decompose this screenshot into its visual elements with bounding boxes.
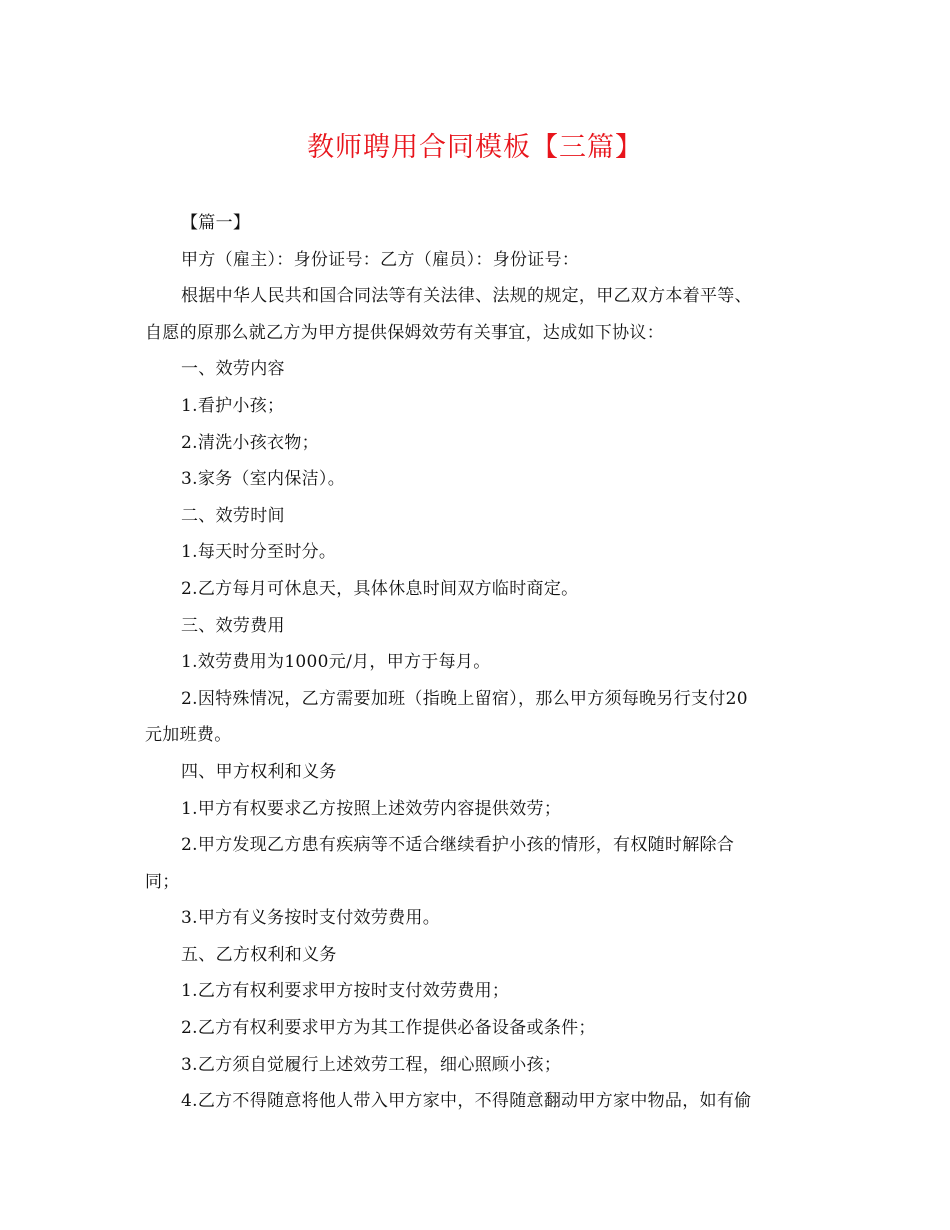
intro-paragraph-line: 自愿的原那么就乙方为甲方提供保姆效劳有关事宜，达成如下协议： — [145, 322, 664, 343]
clause-item-continuation: 元加班费。 — [145, 725, 232, 746]
section-heading-part-one: 【篇一】 — [181, 213, 251, 233]
clause-item: 2.甲方发现乙方患有疾病等不适合继续看护小孩的情形，有权随时解除合 — [181, 835, 735, 856]
document-title: 教师聘用合同模板【三篇】 — [307, 132, 643, 163]
clause-item: 2.乙方有权利要求甲方为其工作提供必备设备或条件； — [181, 1018, 596, 1039]
clause-item-continuation: 同； — [145, 871, 180, 892]
clause-item: 1.每天时分至时分。 — [181, 542, 337, 563]
clause-heading: 五、乙方权利和义务 — [181, 944, 337, 965]
intro-paragraph-line: 根据中华人民共和国合同法等有关法律、法规的规定，甲乙双方本着平等、 — [181, 286, 752, 307]
clause-item: 4.乙方不得随意将他人带入甲方家中，不得随意翻动甲方家中物品，如有偷 — [181, 1091, 752, 1112]
clause-heading: 二、效劳时间 — [181, 505, 285, 526]
clause-heading: 三、效劳费用 — [181, 615, 285, 636]
clause-item: 3.甲方有义务按时支付效劳费用。 — [181, 908, 441, 929]
clause-item: 1.效劳费用为1000元/月，甲方于每月。 — [181, 652, 491, 673]
clause-item: 2.清洗小孩衣物； — [181, 432, 319, 453]
clause-item: 3.乙方须自觉履行上述效劳工程，细心照顾小孩； — [181, 1054, 562, 1075]
party-info-line: 甲方（雇主）：身份证号：乙方（雇员）：身份证号： — [181, 249, 580, 270]
document-body — [145, 205, 805, 1120]
clause-heading: 四、甲方权利和义务 — [181, 761, 337, 782]
clause-item: 1.乙方有权利要求甲方按时支付效劳费用； — [181, 981, 510, 1002]
clause-item: 2.因特殊情况，乙方需要加班（指晚上留宿），那么甲方须每晚另行支付20 — [181, 688, 748, 709]
clause-item: 1.看护小孩； — [181, 395, 285, 416]
clause-item: 2.乙方每月可休息天，具体休息时间双方临时商定。 — [181, 578, 579, 599]
clause-item: 3.家务（室内保洁）。 — [181, 469, 346, 490]
clause-heading: 一、效劳内容 — [181, 359, 285, 380]
clause-item: 1.甲方有权要求乙方按照上述效劳内容提供效劳； — [181, 798, 562, 819]
